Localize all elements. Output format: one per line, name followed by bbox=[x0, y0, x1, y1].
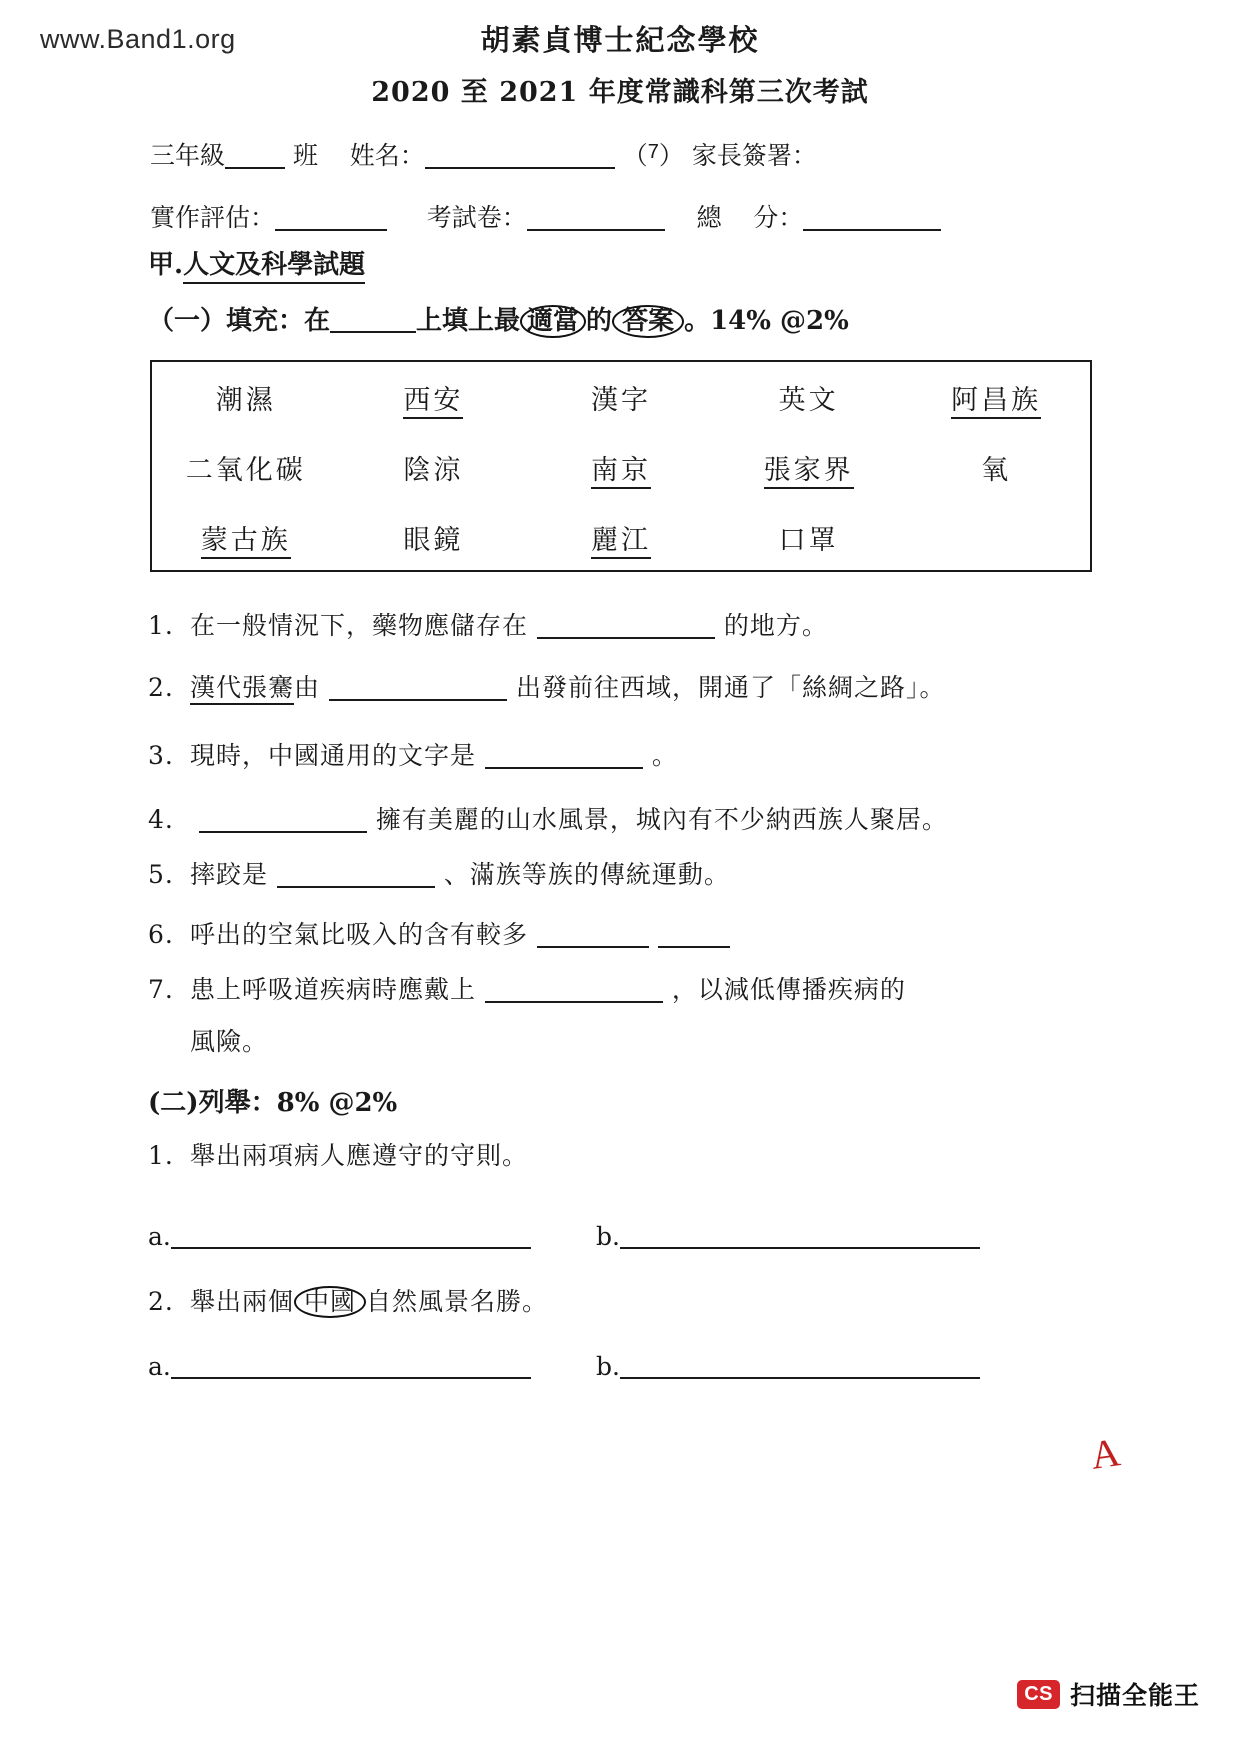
total-label-b: 分： bbox=[753, 203, 804, 232]
answer-blank-6b[interactable] bbox=[658, 920, 730, 948]
word-text: 眼鏡 bbox=[403, 524, 464, 556]
part-one-heading bbox=[148, 300, 849, 338]
fill-question-7-line2 bbox=[190, 1022, 268, 1058]
circled-word-appropriate: 適當 bbox=[520, 305, 586, 338]
list-question-2-answers bbox=[148, 1352, 1048, 1381]
part-one-mid: 上填上最 bbox=[416, 306, 521, 336]
word-bank-cell bbox=[715, 378, 903, 417]
answer-blank-3[interactable] bbox=[485, 741, 643, 769]
section-a-title: 人文及科學試題 bbox=[183, 250, 365, 284]
scanner-watermark bbox=[1017, 1676, 1200, 1712]
name-blank[interactable] bbox=[425, 141, 615, 169]
student-info-row-1 bbox=[150, 136, 817, 172]
circled-word-answer: 答案 bbox=[612, 305, 684, 338]
fill-question-5 bbox=[148, 855, 730, 891]
answer-b-group bbox=[596, 1352, 1036, 1381]
section-a-heading bbox=[148, 244, 365, 281]
name-label: 姓名： bbox=[349, 141, 425, 170]
question-text-line2: 風險。 bbox=[190, 1027, 269, 1056]
word-text: 潮濕 bbox=[215, 384, 276, 416]
question-text-before: 由 bbox=[294, 673, 321, 702]
question-text-before: 呼出的空氣比吸入的含有較多 bbox=[190, 920, 529, 949]
fill-question-3 bbox=[148, 736, 678, 772]
word-bank-cell bbox=[715, 448, 903, 487]
question-text-before: 現時，中國通用的文字是 bbox=[190, 741, 477, 770]
answer-a-group bbox=[148, 1352, 588, 1381]
question-text-after: 。 bbox=[651, 741, 678, 770]
question-text-after: ，以減低傳播疾病的 bbox=[671, 975, 906, 1004]
word-text: 英文 bbox=[778, 384, 839, 416]
answer-blank-7[interactable] bbox=[485, 975, 663, 1003]
student-number: 7 bbox=[647, 141, 659, 163]
word-text: 麗江 bbox=[591, 525, 651, 559]
question-number: 1. bbox=[148, 1141, 174, 1170]
answer-a-label: a. bbox=[148, 1222, 171, 1251]
fill-question-2 bbox=[148, 668, 945, 704]
word-bank-cell bbox=[152, 378, 340, 417]
question-text-after: 的地方。 bbox=[723, 611, 828, 640]
site-watermark: www.Band1.org bbox=[40, 24, 236, 54]
question-number: 6. bbox=[148, 920, 174, 949]
question-number: 2. bbox=[148, 673, 174, 702]
practical-label: 實作評估： bbox=[150, 203, 276, 232]
word-bank-cell bbox=[152, 518, 340, 557]
section-a-prefix: 甲. bbox=[148, 250, 184, 280]
question-text-after: 擁有美麗的山水風景，城內有不少納西族人聚居。 bbox=[375, 805, 948, 834]
grade-label: 三年級 bbox=[150, 141, 226, 170]
question-text-before: 在一般情況下，藥物應儲存在 bbox=[190, 611, 529, 640]
word-bank-row bbox=[152, 362, 1090, 432]
answer-blank-5[interactable] bbox=[277, 860, 435, 888]
question-number: 3. bbox=[148, 741, 174, 770]
list-question-1 bbox=[148, 1136, 528, 1172]
question-text-after: 、滿族等族的傳統運動。 bbox=[443, 860, 730, 889]
question-text-before: 摔跤是 bbox=[190, 860, 269, 889]
question-text-underlined: 漢代張騫 bbox=[190, 673, 294, 705]
word-text: 口罩 bbox=[778, 524, 839, 556]
teacher-red-mark: A bbox=[1088, 1429, 1123, 1478]
question-number: 1. bbox=[148, 611, 174, 640]
word-bank-cell bbox=[527, 518, 715, 557]
word-bank-cell bbox=[340, 378, 528, 417]
word-text: 二氧化碳 bbox=[185, 454, 306, 486]
word-text: 氧 bbox=[981, 454, 1012, 486]
word-bank-cell bbox=[340, 448, 528, 487]
class-label: 班 bbox=[292, 141, 318, 170]
question-text-before: 患上呼吸道疾病時應戴上 bbox=[190, 975, 477, 1004]
student-info-row-2 bbox=[150, 198, 941, 234]
answer-a-blank[interactable] bbox=[171, 1223, 531, 1249]
part-one-suffix: 。14% @2% bbox=[684, 306, 849, 336]
paper-label: 考試卷： bbox=[426, 203, 527, 232]
question-text: 舉出兩項病人應遵守的守則。 bbox=[190, 1141, 529, 1170]
word-bank-cell bbox=[527, 378, 715, 417]
word-text: 張家界 bbox=[764, 455, 854, 489]
part-one-mid2: 的 bbox=[586, 306, 613, 336]
total-label-a: 總 bbox=[696, 203, 722, 232]
question-number: 5. bbox=[148, 860, 174, 889]
camscanner-logo-icon: CS bbox=[1017, 1680, 1060, 1709]
answer-b-label: b. bbox=[595, 1222, 620, 1251]
answer-blank-4[interactable] bbox=[199, 805, 367, 833]
word-bank-cell bbox=[902, 378, 1090, 417]
answer-blank-6a[interactable] bbox=[537, 920, 649, 948]
question-text-pre: 舉出兩個 bbox=[190, 1287, 295, 1316]
part-two-heading: (二)列舉：8% @2% bbox=[148, 1088, 398, 1118]
list-question-2 bbox=[148, 1282, 548, 1318]
part-one-label: （一）填充：在 bbox=[148, 306, 331, 336]
word-bank-cell bbox=[902, 448, 1090, 487]
total-blank[interactable] bbox=[803, 203, 941, 231]
fill-question-4 bbox=[148, 800, 948, 836]
word-text: 蒙古族 bbox=[201, 525, 291, 559]
word-text: 阿昌族 bbox=[951, 385, 1041, 419]
question-number: 2. bbox=[148, 1287, 174, 1316]
word-bank-cell bbox=[340, 518, 528, 557]
practical-blank[interactable] bbox=[275, 203, 387, 231]
word-bank-box bbox=[150, 360, 1092, 572]
answer-b-label: b. bbox=[595, 1352, 620, 1381]
fill-question-6 bbox=[148, 915, 730, 951]
word-bank-cell bbox=[527, 448, 715, 487]
question-number: 4. bbox=[148, 805, 174, 834]
word-bank-cell bbox=[715, 518, 903, 557]
student-number-group: （$^7$） bbox=[622, 141, 684, 170]
parent-signature-label: 家長簽署： bbox=[691, 141, 817, 170]
part-one-inline-blank bbox=[330, 307, 416, 333]
circled-word-china: 中國 bbox=[294, 1286, 366, 1318]
paper-blank[interactable] bbox=[527, 203, 665, 231]
answer-b-blank[interactable] bbox=[620, 1223, 980, 1249]
word-bank-row bbox=[152, 502, 1090, 572]
exam-title: 2020 至 2021 年度常識科第三次考試 bbox=[371, 77, 869, 108]
fill-question-7 bbox=[148, 970, 906, 1006]
question-text-after: 出發前往西域，開通了「絲綢之路」。 bbox=[515, 673, 946, 702]
answer-b-blank[interactable] bbox=[620, 1353, 980, 1379]
word-bank-row bbox=[152, 432, 1090, 502]
fill-question-1 bbox=[148, 606, 828, 642]
word-bank-cell bbox=[152, 448, 340, 487]
answer-blank-2[interactable] bbox=[329, 673, 507, 701]
class-blank[interactable] bbox=[225, 141, 285, 169]
list-question-1-answers bbox=[148, 1222, 1048, 1251]
answer-a-group bbox=[148, 1222, 588, 1251]
answer-blank-1[interactable] bbox=[537, 611, 715, 639]
camscanner-label: 扫描全能王 bbox=[1069, 1681, 1200, 1710]
word-text: 西安 bbox=[403, 385, 463, 419]
word-text: 南京 bbox=[591, 455, 651, 489]
answer-b-group bbox=[596, 1222, 1036, 1251]
school-title: 胡素貞博士紀念學校 bbox=[480, 23, 760, 57]
answer-a-blank[interactable] bbox=[171, 1353, 531, 1379]
word-text: 陰涼 bbox=[403, 454, 464, 486]
question-text-post: 自然風景名勝。 bbox=[366, 1287, 549, 1316]
word-text: 漢字 bbox=[590, 384, 651, 416]
answer-a-label: a. bbox=[148, 1352, 171, 1381]
question-number: 7. bbox=[148, 975, 174, 1004]
